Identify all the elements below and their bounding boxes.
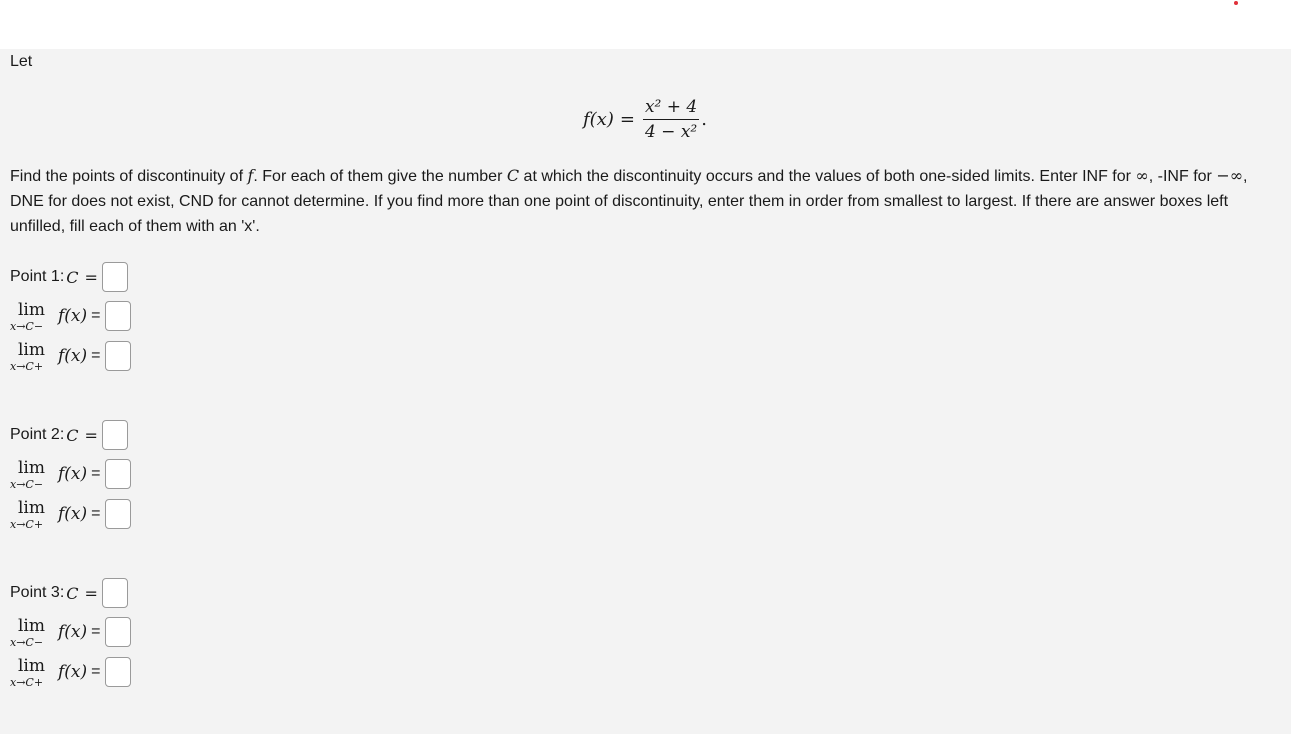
instructions (10, 163, 1285, 239)
left-limit-operator (10, 457, 56, 491)
left-limit-subscript: x→C− (10, 320, 44, 333)
lim-text: lim (18, 458, 45, 478)
c-symbol: C (506, 166, 520, 185)
instructions-part: , DNE for does not exist, CND for cannot determine. If you find more than one point of discontinuity, enter them in order from smallest to largest. If there are answer boxes left unfilled, fill each of them with an 'x'. (10, 168, 1248, 235)
top-bar (0, 0, 1291, 49)
c-symbol: C (66, 425, 79, 445)
lim-text: lim (18, 300, 45, 320)
equals-sign: = (91, 465, 101, 482)
point-label: Point 2: (10, 426, 65, 443)
equals-sign: = (91, 663, 101, 680)
c-symbol: C (66, 267, 79, 287)
fx-text: f(x) (58, 464, 88, 484)
right-limit-subscript: x→C+ (10, 518, 44, 531)
fx-text: f(x) (58, 662, 88, 682)
lim-text: lim (18, 656, 45, 676)
function-period: . (701, 108, 707, 130)
point-2-c-input[interactable] (102, 420, 128, 450)
c-equals: = (84, 425, 98, 445)
equals-sign: = (91, 505, 101, 522)
instructions-part: . For each of them give the number (253, 168, 507, 185)
left-limit-subscript: x→C− (10, 636, 44, 649)
notification-dot (1234, 1, 1238, 5)
instructions-part: , -INF for (1148, 168, 1217, 185)
point-1-left-limit-input[interactable] (105, 301, 131, 331)
equals-sign: = (91, 623, 101, 640)
equals-sign: = (91, 347, 101, 364)
left-limit-subscript: x→C− (10, 478, 44, 491)
point-1-c-input[interactable] (102, 262, 128, 292)
infinity-symbol: ∞ (1135, 166, 1149, 185)
point-3-left-limit-input[interactable] (105, 617, 131, 647)
denominator: 4 − x² (644, 121, 698, 142)
right-limit-operator (10, 339, 56, 373)
function-definition (583, 94, 707, 144)
lim-text: lim (18, 340, 45, 360)
point-label: Point 1: (10, 268, 65, 285)
lim-text: lim (18, 498, 45, 518)
c-equals: = (84, 267, 98, 287)
right-limit-subscript: x→C+ (10, 360, 44, 373)
c-equals: = (84, 583, 98, 603)
point-3-right-limit-input[interactable] (105, 657, 131, 687)
equals-sign: = (91, 307, 101, 324)
instructions-part: Find the points of discontinuity of (10, 168, 248, 185)
right-limit-subscript: x→C+ (10, 676, 44, 689)
left-limit-operator (10, 615, 56, 649)
left-limit-operator (10, 299, 56, 333)
right-limit-operator (10, 497, 56, 531)
numerator: x² + 4 (643, 97, 699, 120)
intro-text: Let (10, 53, 33, 70)
f-symbol: f (247, 166, 254, 185)
point-2-left-limit-input[interactable] (105, 459, 131, 489)
right-limit-operator (10, 655, 56, 689)
fx-text: f(x) (58, 622, 88, 642)
point-label: Point 3: (10, 584, 65, 601)
problem-panel (0, 49, 1291, 734)
lim-text: lim (18, 616, 45, 636)
point-3-c-input[interactable] (102, 578, 128, 608)
fx-text: f(x) (58, 306, 88, 326)
point-2-right-limit-input[interactable] (105, 499, 131, 529)
function-lhs: f(x) (583, 108, 614, 130)
fx-text: f(x) (58, 504, 88, 524)
function-equals: = (619, 108, 635, 130)
neg-infinity-symbol: −∞ (1216, 166, 1244, 185)
fraction (643, 97, 699, 142)
fx-text: f(x) (58, 346, 88, 366)
c-symbol: C (66, 583, 79, 603)
point-1-right-limit-input[interactable] (105, 341, 131, 371)
instructions-part: at which the discontinuity occurs and the values of both one-sided limits. Enter INF for (519, 168, 1136, 185)
